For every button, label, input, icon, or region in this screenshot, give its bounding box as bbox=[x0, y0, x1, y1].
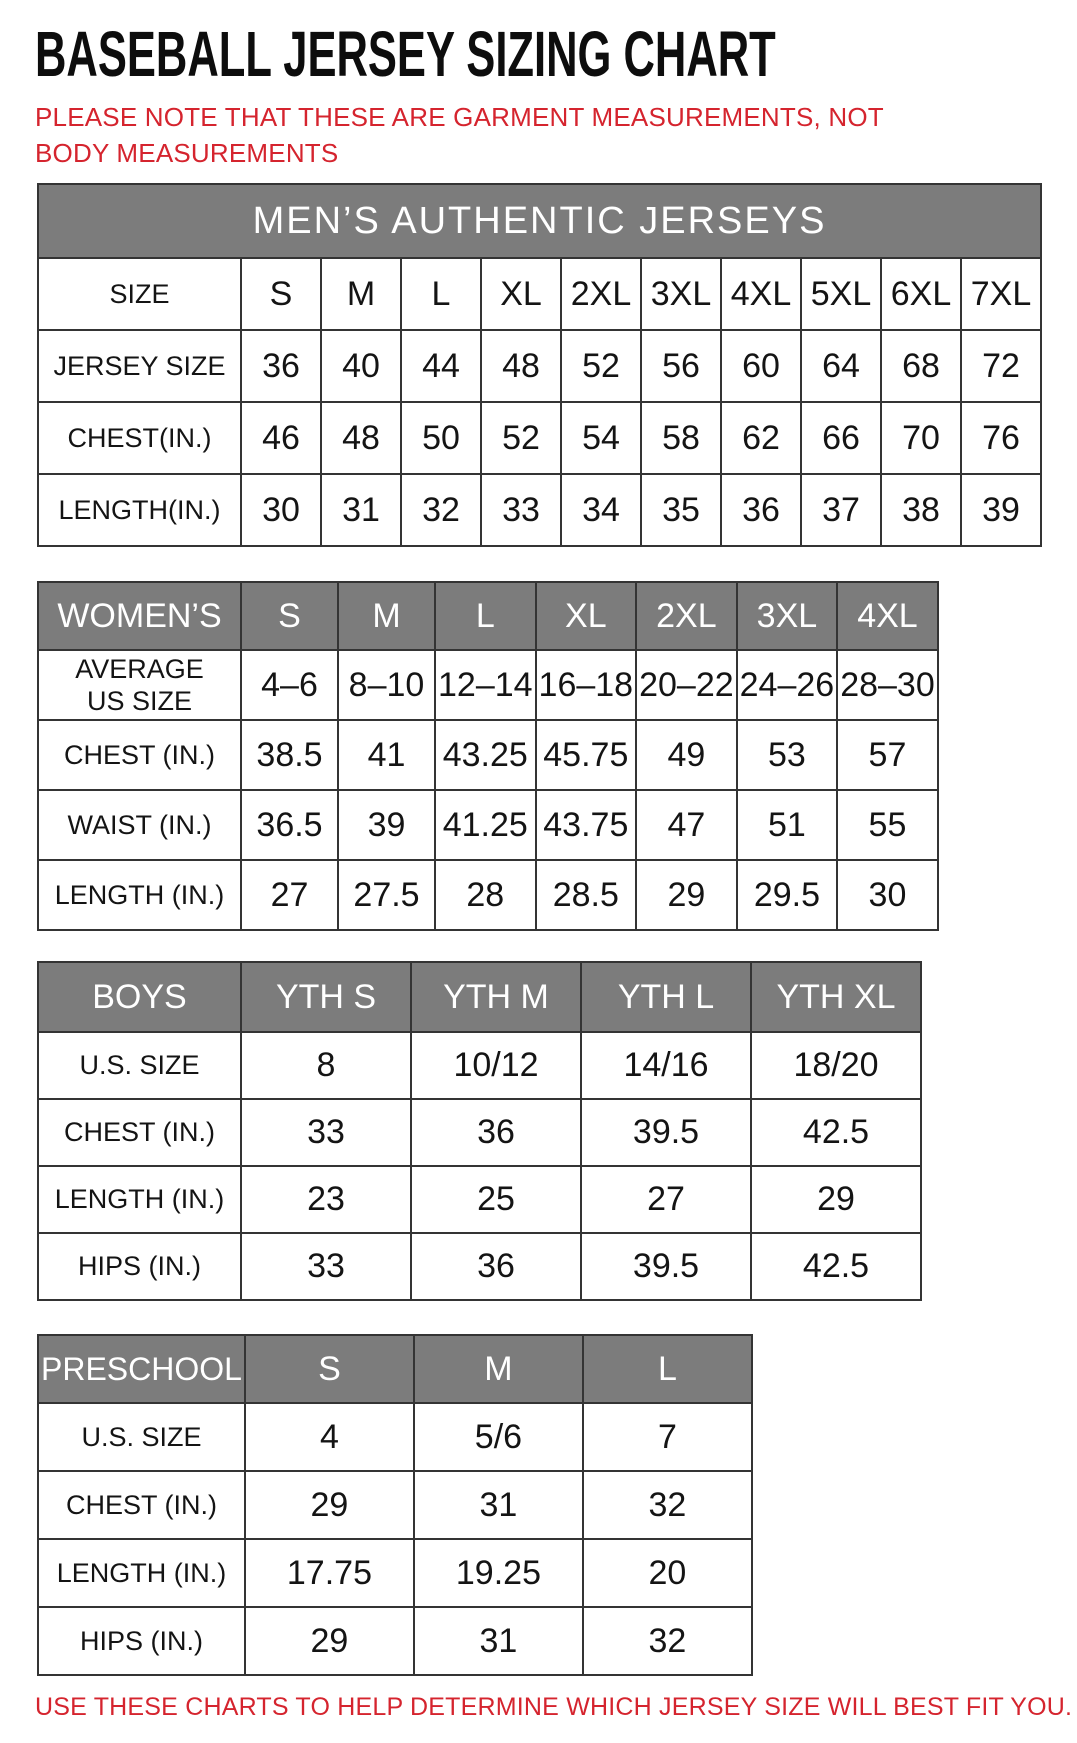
value-cell: 42.5 bbox=[751, 1099, 921, 1166]
table-row bbox=[38, 1539, 752, 1607]
value-cell: 2XL bbox=[561, 258, 641, 330]
value-cell: 3XL bbox=[641, 258, 721, 330]
value-cell: 5XL bbox=[801, 258, 881, 330]
boys-sizing-table bbox=[37, 961, 922, 1301]
value-cell: 31 bbox=[414, 1607, 583, 1675]
value-cell: L bbox=[401, 258, 481, 330]
row-label-cell: HIPS (IN.) bbox=[38, 1233, 241, 1300]
value-cell: 48 bbox=[321, 402, 401, 474]
womens-sizing-table bbox=[37, 581, 939, 931]
table-row bbox=[38, 1099, 921, 1166]
size-header-cell: 4XL bbox=[837, 582, 938, 650]
value-cell: 36 bbox=[411, 1233, 581, 1300]
table-row bbox=[38, 330, 1041, 402]
value-cell: 27 bbox=[241, 860, 338, 930]
table-row bbox=[38, 402, 1041, 474]
size-header-cell: M bbox=[338, 582, 435, 650]
value-cell: 29.5 bbox=[737, 860, 838, 930]
value-cell: 66 bbox=[801, 402, 881, 474]
value-cell: 32 bbox=[401, 474, 481, 546]
table-row bbox=[38, 1403, 752, 1471]
row-label-cell: CHEST (IN.) bbox=[38, 1471, 245, 1539]
value-cell: 47 bbox=[636, 790, 737, 860]
table-title-cell: BOYS bbox=[38, 962, 241, 1032]
table-row bbox=[38, 474, 1041, 546]
value-cell: 5/6 bbox=[414, 1403, 583, 1471]
value-cell: 51 bbox=[737, 790, 838, 860]
value-cell: 76 bbox=[961, 402, 1041, 474]
table-row bbox=[38, 258, 1041, 330]
value-cell: 38.5 bbox=[241, 720, 338, 790]
row-label-cell: HIPS (IN.) bbox=[38, 1607, 245, 1675]
value-cell: 41.25 bbox=[435, 790, 536, 860]
value-cell: 43.75 bbox=[536, 790, 637, 860]
mens-sizing-table bbox=[37, 183, 1042, 547]
table-row bbox=[38, 1607, 752, 1675]
table-row bbox=[38, 860, 938, 930]
value-cell: 53 bbox=[737, 720, 838, 790]
value-cell: 23 bbox=[241, 1166, 411, 1233]
value-cell: 12–14 bbox=[435, 650, 536, 720]
value-cell: 40 bbox=[321, 330, 401, 402]
value-cell: 32 bbox=[583, 1471, 752, 1539]
row-label-cell: LENGTH(IN.) bbox=[38, 474, 241, 546]
row-label-cell: LENGTH (IN.) bbox=[38, 860, 241, 930]
value-cell: 31 bbox=[321, 474, 401, 546]
size-header-cell: XL bbox=[536, 582, 637, 650]
value-cell: 44 bbox=[401, 330, 481, 402]
value-cell: 37 bbox=[801, 474, 881, 546]
size-header-cell: YTH S bbox=[241, 962, 411, 1032]
size-header-cell: YTH L bbox=[581, 962, 751, 1032]
value-cell: M bbox=[321, 258, 401, 330]
value-cell: 34 bbox=[561, 474, 641, 546]
value-cell: 60 bbox=[721, 330, 801, 402]
size-header-cell: 2XL bbox=[636, 582, 737, 650]
value-cell: 33 bbox=[241, 1233, 411, 1300]
table-row bbox=[38, 1471, 752, 1539]
value-cell: 48 bbox=[481, 330, 561, 402]
value-cell: 52 bbox=[481, 402, 561, 474]
value-cell: 29 bbox=[245, 1471, 414, 1539]
value-cell: 4XL bbox=[721, 258, 801, 330]
value-cell: 29 bbox=[245, 1607, 414, 1675]
value-cell: 16–18 bbox=[536, 650, 637, 720]
garment-measurements-note: PLEASE NOTE THAT THESE ARE GARMENT MEASUREMENTS, NOT BODY MEASUREMENTS bbox=[35, 102, 884, 168]
value-cell: 28–30 bbox=[837, 650, 938, 720]
value-cell: 29 bbox=[636, 860, 737, 930]
value-cell: S bbox=[241, 258, 321, 330]
value-cell: 25 bbox=[411, 1166, 581, 1233]
row-label-cell: LENGTH (IN.) bbox=[38, 1539, 245, 1607]
table-row bbox=[38, 1032, 921, 1099]
size-header-cell: YTH XL bbox=[751, 962, 921, 1032]
value-cell: 42.5 bbox=[751, 1233, 921, 1300]
value-cell: 18/20 bbox=[751, 1032, 921, 1099]
size-header-cell: S bbox=[241, 582, 338, 650]
value-cell: 70 bbox=[881, 402, 961, 474]
value-cell: 17.75 bbox=[245, 1539, 414, 1607]
table-row bbox=[38, 1233, 921, 1300]
value-cell: 7XL bbox=[961, 258, 1041, 330]
value-cell: 20 bbox=[583, 1539, 752, 1607]
value-cell: 46 bbox=[241, 402, 321, 474]
page-title: BASEBALL JERSEY SIZING CHART bbox=[35, 18, 776, 90]
table-title-cell: WOMEN’S bbox=[38, 582, 241, 650]
value-cell: 41 bbox=[338, 720, 435, 790]
value-cell: 56 bbox=[641, 330, 721, 402]
preschool-sizing-table bbox=[37, 1334, 753, 1676]
value-cell: 43.25 bbox=[435, 720, 536, 790]
value-cell: 36 bbox=[241, 330, 321, 402]
value-cell: 64 bbox=[801, 330, 881, 402]
value-cell: 50 bbox=[401, 402, 481, 474]
row-label-cell: LENGTH (IN.) bbox=[38, 1166, 241, 1233]
value-cell: 30 bbox=[241, 474, 321, 546]
row-label-cell: CHEST (IN.) bbox=[38, 720, 241, 790]
table-title-cell: PRESCHOOL bbox=[38, 1335, 245, 1403]
table-row bbox=[38, 790, 938, 860]
value-cell: 62 bbox=[721, 402, 801, 474]
table-row bbox=[38, 650, 938, 720]
table-row bbox=[38, 1166, 921, 1233]
value-cell: 36.5 bbox=[241, 790, 338, 860]
fit-advice-note: USE THESE CHARTS TO HELP DETERMINE WHICH JERSEY SIZE WILL BEST FIT YOU. bbox=[35, 1693, 1073, 1721]
value-cell: 39 bbox=[961, 474, 1041, 546]
value-cell: 45.75 bbox=[536, 720, 637, 790]
value-cell: 27.5 bbox=[338, 860, 435, 930]
value-cell: 36 bbox=[411, 1099, 581, 1166]
value-cell: 28.5 bbox=[536, 860, 637, 930]
size-header-cell: M bbox=[414, 1335, 583, 1403]
value-cell: 28 bbox=[435, 860, 536, 930]
boys-header-row bbox=[38, 962, 921, 1032]
value-cell: 58 bbox=[641, 402, 721, 474]
value-cell: 14/16 bbox=[581, 1032, 751, 1099]
value-cell: 55 bbox=[837, 790, 938, 860]
size-header-cell: YTH M bbox=[411, 962, 581, 1032]
row-label-cell: WAIST (IN.) bbox=[38, 790, 241, 860]
value-cell: 38 bbox=[881, 474, 961, 546]
value-cell: 29 bbox=[751, 1166, 921, 1233]
value-cell: 68 bbox=[881, 330, 961, 402]
value-cell: 10/12 bbox=[411, 1032, 581, 1099]
row-label-cell: JERSEY SIZE bbox=[38, 330, 241, 402]
value-cell: 36 bbox=[721, 474, 801, 546]
size-header-cell: L bbox=[435, 582, 536, 650]
value-cell: 6XL bbox=[881, 258, 961, 330]
value-cell: 4 bbox=[245, 1403, 414, 1471]
value-cell: 19.25 bbox=[414, 1539, 583, 1607]
value-cell: 33 bbox=[241, 1099, 411, 1166]
value-cell: 39.5 bbox=[581, 1099, 751, 1166]
value-cell: 20–22 bbox=[636, 650, 737, 720]
value-cell: 52 bbox=[561, 330, 641, 402]
value-cell: 32 bbox=[583, 1607, 752, 1675]
value-cell: 8–10 bbox=[338, 650, 435, 720]
size-header-cell: L bbox=[583, 1335, 752, 1403]
value-cell: 54 bbox=[561, 402, 641, 474]
value-cell: 33 bbox=[481, 474, 561, 546]
value-cell: 4–6 bbox=[241, 650, 338, 720]
table-row bbox=[38, 720, 938, 790]
value-cell: 31 bbox=[414, 1471, 583, 1539]
value-cell: 7 bbox=[583, 1403, 752, 1471]
value-cell: 30 bbox=[837, 860, 938, 930]
value-cell: 8 bbox=[241, 1032, 411, 1099]
size-header-cell: S bbox=[245, 1335, 414, 1403]
size-header-cell: 3XL bbox=[737, 582, 838, 650]
value-cell: 27 bbox=[581, 1166, 751, 1233]
row-label-cell: U.S. SIZE bbox=[38, 1032, 241, 1099]
value-cell: 35 bbox=[641, 474, 721, 546]
row-label-cell: SIZE bbox=[38, 258, 241, 330]
row-label-cell: CHEST(IN.) bbox=[38, 402, 241, 474]
value-cell: 49 bbox=[636, 720, 737, 790]
row-label-cell: CHEST (IN.) bbox=[38, 1099, 241, 1166]
row-label-cell: U.S. SIZE bbox=[38, 1403, 245, 1471]
value-cell: 39.5 bbox=[581, 1233, 751, 1300]
row-label-cell: AVERAGE US SIZE bbox=[38, 650, 241, 720]
womens-header-row bbox=[38, 582, 938, 650]
mens-banner-row bbox=[38, 184, 1041, 258]
value-cell: 57 bbox=[837, 720, 938, 790]
preschool-header-row bbox=[38, 1335, 752, 1403]
value-cell: XL bbox=[481, 258, 561, 330]
mens-banner: MEN’S AUTHENTIC JERSEYS bbox=[38, 184, 1041, 258]
value-cell: 39 bbox=[338, 790, 435, 860]
value-cell: 72 bbox=[961, 330, 1041, 402]
value-cell: 24–26 bbox=[737, 650, 838, 720]
